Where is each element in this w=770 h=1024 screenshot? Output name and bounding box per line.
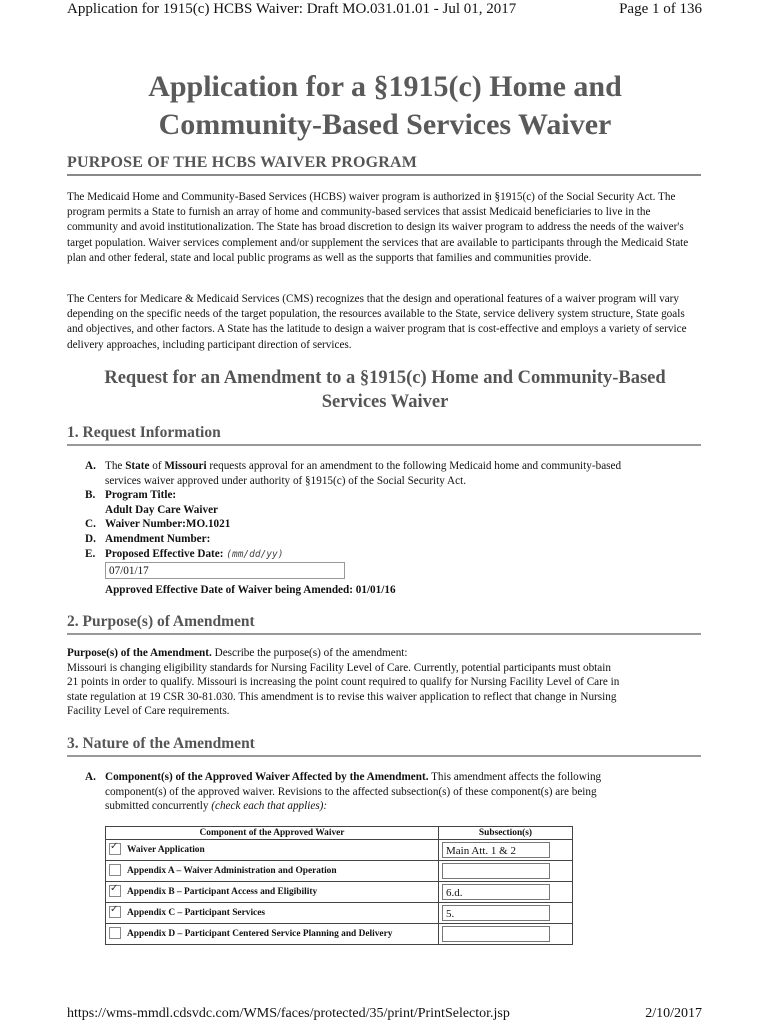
subsection-input[interactable]	[442, 863, 550, 879]
subsection-cell	[439, 903, 573, 924]
table-row	[106, 882, 573, 903]
state-word: State	[125, 460, 150, 472]
item-3a-label: A.	[85, 771, 96, 783]
item-d	[85, 532, 705, 547]
checkbox-appendix-b[interactable]	[109, 885, 121, 897]
purpose-of-amendment	[67, 646, 707, 719]
subsection-cell	[439, 861, 573, 882]
purpose-line-2: 21 points in order to qualify. Missouri is increasing the point count required to qualify for Nursing Facility Level of Care in	[67, 676, 620, 689]
purpose-label-rest: Describe the purpose(s) of the amendment:	[211, 647, 408, 659]
col-header-subsection: Subsection(s)	[439, 827, 573, 840]
amendment-number-label: Amendment Number:	[105, 532, 211, 545]
purpose-line-3: state regulation at 19 CSR 30-81.030. This amendment is to revise this waiver application to reflect that change in Nursing	[67, 690, 617, 703]
request-title-line-1: Request for an Amendment to a §1915(c) Home and Community-Based	[104, 368, 666, 388]
item-d-label: D.	[85, 532, 96, 545]
subsection-cell	[439, 882, 573, 903]
subsection-input[interactable]: 5.	[442, 905, 550, 921]
component-cell	[106, 924, 439, 945]
checkbox-appendix-d[interactable]	[109, 927, 121, 939]
subsection-cell	[439, 840, 573, 861]
table-row	[106, 840, 573, 861]
checkbox-waiver-application[interactable]	[109, 843, 121, 855]
component-line-3-text: submitted concurrently	[105, 800, 212, 813]
item-a	[85, 459, 705, 474]
purpose-paragraph-2: The Centers for Medicare & Medicaid Services (CMS) recognizes that the design and operational features of a waiver program will vary depending on the specific needs of the target population, the resources available to the State, service delivery system structure, State goals and objectives, and other factors. A State has the latitude to design a waiver program that is cost-effective and employs a variety of service delivery approaches, including participant direction of services.	[67, 293, 687, 351]
waiver-number: Waiver Number:MO.1021	[105, 518, 231, 531]
purpose-label: Purpose(s) of the Amendment.	[67, 647, 212, 659]
component-intro	[85, 770, 705, 785]
purpose-line-4: Facility Level of Care requirements.	[67, 705, 230, 718]
section-3-heading: 3. Nature of the Amendment	[67, 735, 701, 757]
page-header-title: Application for 1915(c) HCBS Waiver: Draft MO.031.01.01 - Jul 01, 2017	[67, 1, 517, 17]
item-a-text-2: services waiver approved under authority of §1915(c) of the Social Security Act.	[105, 474, 466, 487]
component-cell	[106, 882, 439, 903]
item-b	[85, 488, 705, 503]
effective-date-label: Proposed Effective Date:	[105, 547, 224, 560]
purpose-line-1: Missouri is changing eligibility standards for Nursing Facility Level of Care. Currently, potential participants must obtain	[67, 661, 611, 674]
section-1-heading: 1. Request Information	[67, 424, 701, 446]
footer-date: 2/10/2017	[645, 1006, 702, 1021]
purpose-paragraph-1: The Medicaid Home and Community-Based Services (HCBS) waiver program is authorized in §1915(c) of the Social Security Act. The program permits a State to furnish an array of home and community-based services that assist Medicaid beneficiaries to live in the community and avoid institutionalization. The State has broad discretion to design its waiver program to address the needs of the waiver's target population. Waiver services complement and/or supplement the services that are available to participants through the Medicaid State plan and other federal, state and local public programs as well as the supports that families and communities provide.	[67, 191, 689, 264]
state-name: Missouri	[164, 460, 207, 472]
request-title	[0, 366, 770, 414]
component-cell	[106, 861, 439, 882]
item-e	[85, 547, 705, 563]
component-bold: Component(s) of the Approved Waiver Affected by the Amendment.	[105, 771, 429, 783]
component-cell	[106, 840, 439, 861]
item-c-label: C.	[85, 518, 96, 531]
document-title	[0, 68, 770, 144]
component-label: Appendix A – Waiver Administration and Operation	[127, 866, 337, 877]
page-number: Page 1 of 136	[619, 1, 702, 17]
component-text: This amendment affects the following	[428, 771, 602, 783]
item-a-label: A.	[85, 460, 96, 472]
component-label: Appendix B – Participant Access and Eligibility	[127, 887, 318, 898]
component-line-2: component(s) of the approved waiver. Revisions to the affected subsection(s) of these component(s) are being	[105, 785, 597, 798]
col-header-component: Component of the Approved Waiver	[106, 827, 439, 840]
item-c	[85, 517, 705, 532]
checkbox-appendix-c[interactable]	[109, 906, 121, 918]
purpose-label-line	[67, 646, 707, 661]
approved-effective-date: Approved Effective Date of Waiver being Amended: 01/01/16	[105, 584, 396, 596]
title-line-1: Application for a §1915(c) Home and	[148, 70, 622, 103]
item-a-text: requests approval for an amendment to the following Medicaid home and community-based	[206, 460, 622, 472]
program-title-value: Adult Day Care Waiver	[105, 503, 219, 516]
checkbox-appendix-a[interactable]	[109, 864, 121, 876]
component-line-3	[85, 799, 705, 814]
item-b-label: B.	[85, 489, 96, 502]
table-row	[106, 903, 573, 924]
component-label: Waiver Application	[127, 845, 205, 856]
purpose-heading: PURPOSE OF THE HCBS WAIVER PROGRAM	[67, 154, 701, 176]
subsection-cell	[439, 924, 573, 945]
component-italic: (check each that applies):	[211, 800, 328, 813]
component-cell	[106, 903, 439, 924]
item-e-label: E.	[85, 547, 96, 560]
components-table	[105, 826, 573, 945]
table-header-row	[106, 827, 573, 840]
nature-of-amendment	[85, 770, 705, 814]
item-a-of: of	[149, 460, 165, 472]
date-format-hint: (mm/dd/yy)	[226, 548, 284, 560]
table-row	[106, 924, 573, 945]
section-2-heading: 2. Purpose(s) of Amendment	[67, 613, 701, 635]
footer-url: https://wms-mmdl.cdsvdc.com/WMS/faces/protected/35/print/PrintSelector.jsp	[67, 1006, 510, 1021]
request-information	[85, 459, 705, 562]
subsection-input[interactable]: Main Att. 1 & 2	[442, 842, 550, 858]
subsection-input[interactable]: 6.d.	[442, 884, 550, 900]
title-line-2: Community-Based Services Waiver	[158, 108, 612, 141]
request-title-line-2: Services Waiver	[321, 392, 449, 412]
component-label: Appendix C – Participant Services	[127, 908, 266, 919]
subsection-input[interactable]	[442, 926, 550, 942]
item-a-pre: The	[105, 460, 126, 472]
component-label: Appendix D – Participant Centered Service Planning and Delivery	[127, 929, 393, 940]
effective-date-input[interactable]: 07/01/17	[105, 562, 345, 579]
program-title-label: Program Title:	[105, 489, 177, 502]
table-row	[106, 861, 573, 882]
